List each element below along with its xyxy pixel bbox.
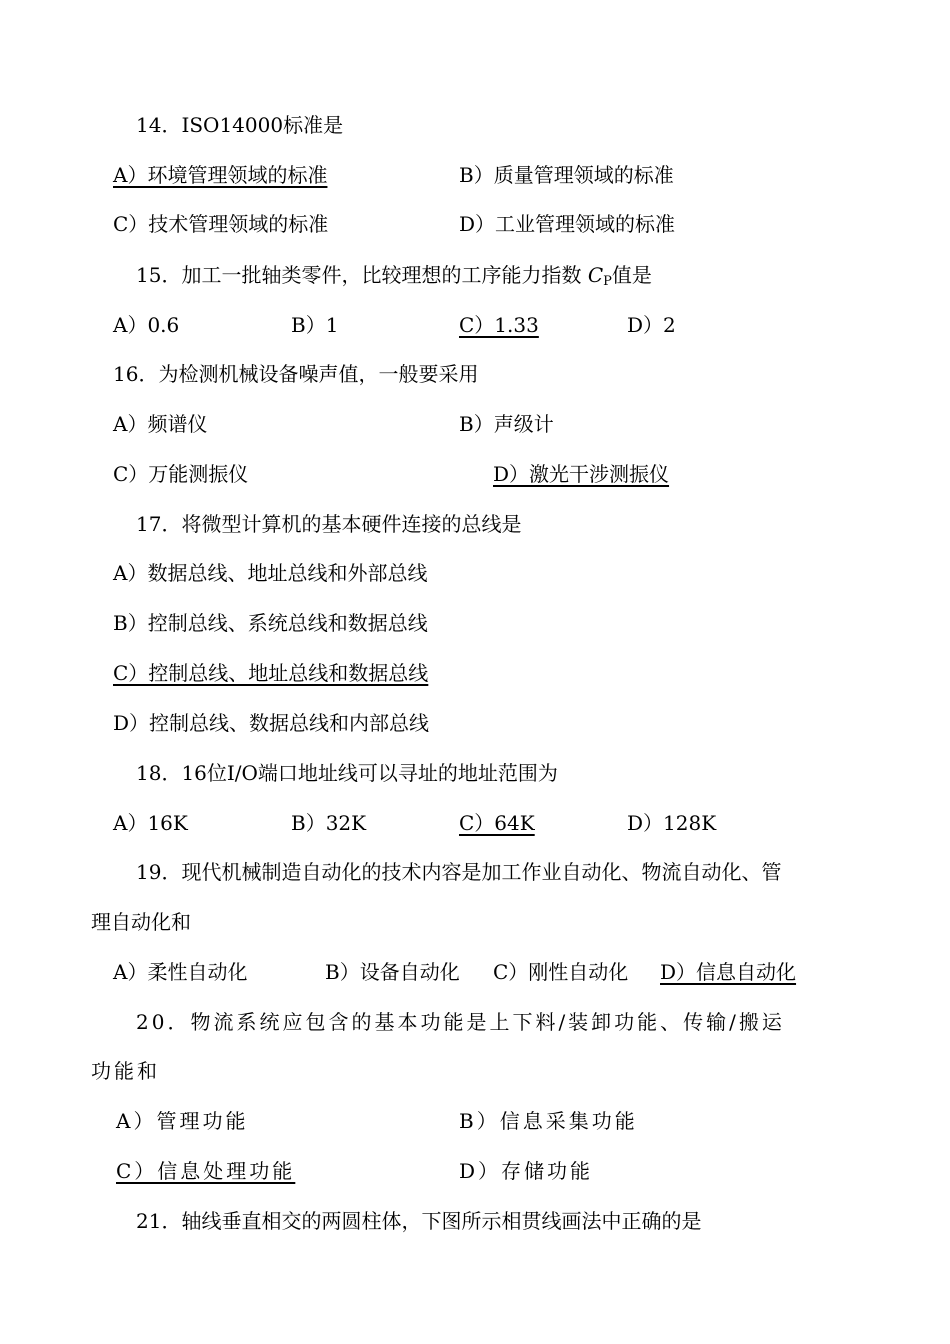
q15-option-c: C）1.33 <box>459 313 539 337</box>
q20-option-b: B）信息采集功能 <box>459 1109 638 1133</box>
q20-option-c: C）信息处理功能 <box>116 1159 296 1183</box>
q15-cp-subscript: P <box>603 274 612 289</box>
q15-option-d: D）2 <box>627 313 676 337</box>
q16-option-d: D）激光干涉测振仪 <box>493 462 670 486</box>
q20-option-d: D）存储功能 <box>459 1159 594 1183</box>
q18-option-d: D）128K <box>627 811 717 835</box>
q18-option-b: B）32K <box>291 811 367 835</box>
q20-stem-line1: 20．物流系统应包含的基本功能是上下料/装卸功能、传输/搬运 <box>136 1010 785 1034</box>
q17-option-a: A）数据总线、地址总线和外部总线 <box>113 561 428 585</box>
q15-stem-pre: 15．加工一批轴类零件，比较理想的工序能力指数 <box>136 263 588 287</box>
q15-option-a: A）0.6 <box>113 313 180 337</box>
q14-option-a: A）环境管理领域的标准 <box>113 163 328 187</box>
q18-option-c: C）64K <box>459 811 535 835</box>
q20-option-a: A）管理功能 <box>116 1109 249 1133</box>
q19-stem-line2: 理自动化和 <box>91 910 191 934</box>
q17-option-b: B）控制总线、系统总线和数据总线 <box>113 611 428 635</box>
q19-option-d: D）信息自动化 <box>660 960 797 984</box>
q16-option-c: C）万能测振仪 <box>113 462 249 486</box>
q15-option-b: B）1 <box>291 313 339 337</box>
q17-option-c: C）控制总线、地址总线和数据总线 <box>113 661 429 685</box>
q18-option-a: A）16K <box>113 811 188 835</box>
q15-cp-symbol: C <box>587 263 604 287</box>
q19-option-a: A）柔性自动化 <box>113 960 248 984</box>
q16-stem: 16．为检测机械设备噪声值，一般要采用 <box>113 362 479 386</box>
q16-option-a: A）频谱仪 <box>113 412 208 436</box>
q17-option-d: D）控制总线、数据总线和内部总线 <box>113 711 430 735</box>
q16-option-b: B）声级计 <box>459 412 554 436</box>
q14-stem: 14．ISO14000标准是 <box>136 113 344 137</box>
q20-stem-line2: 功能和 <box>91 1059 160 1083</box>
q19-stem-line1: 19．现代机械制造自动化的技术内容是加工作业自动化、物流自动化、管 <box>136 860 782 884</box>
q15-stem <box>136 262 652 295</box>
q19-option-c: C）刚性自动化 <box>493 960 629 984</box>
q18-stem: 18．16位I/O端口地址线可以寻址的地址范围为 <box>136 761 558 785</box>
q14-option-b: B）质量管理领域的标准 <box>459 163 674 187</box>
q17-stem: 17．将微型计算机的基本硬件连接的总线是 <box>136 512 522 536</box>
q19-option-b: B）设备自动化 <box>325 960 460 984</box>
q14-option-d: D）工业管理领域的标准 <box>459 212 676 236</box>
q14-option-c: C）技术管理领域的标准 <box>113 212 329 236</box>
q15-stem-post: 值是 <box>611 263 652 287</box>
q21-stem: 21．轴线垂直相交的两圆柱体，下图所示相贯线画法中正确的是 <box>136 1209 702 1233</box>
